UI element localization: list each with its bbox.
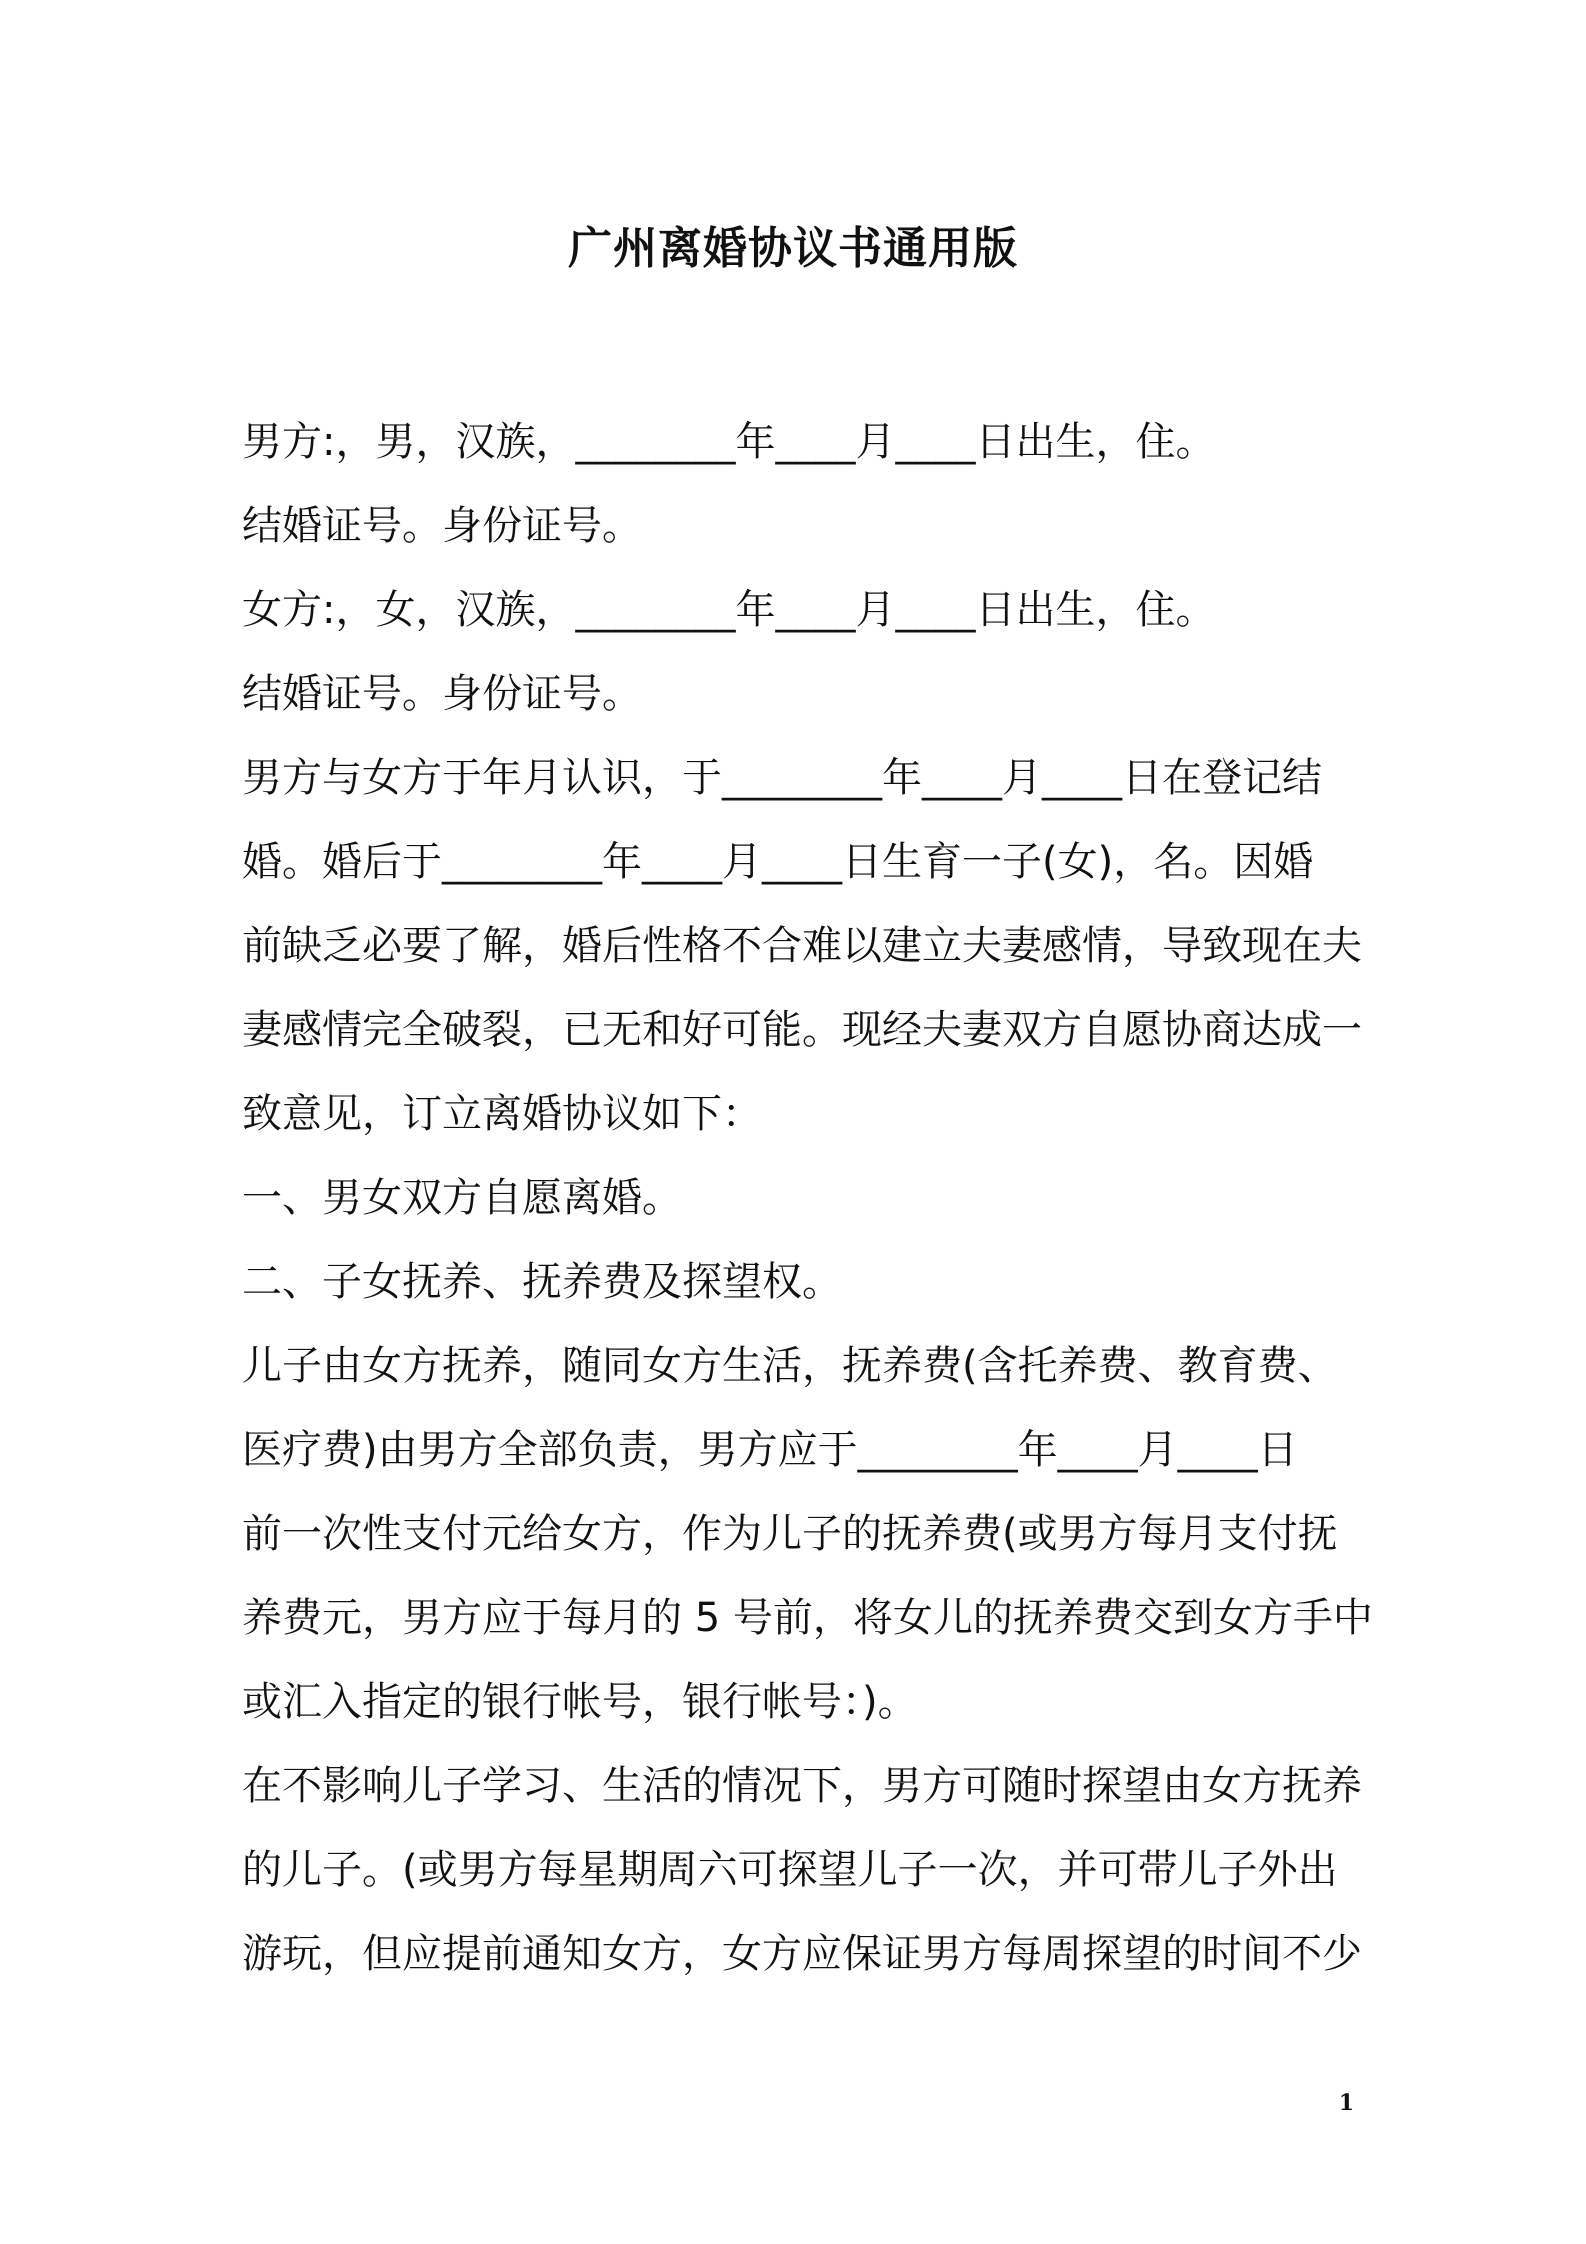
body-line: 女方:，女，汉族，________年____月____日出生，住。: [242, 587, 1216, 633]
body-line: 前缺乏必要了解，婚后性格不合难以建立夫妻感情，导致现在夫: [242, 923, 1362, 969]
body-line: 前一次性支付元给女方，作为儿子的抚养费(或男方每月支付抚: [242, 1511, 1338, 1557]
body-line: 妻感情完全破裂，已无和好可能。现经夫妻双方自愿协商达成一: [242, 1007, 1362, 1053]
body-line: 一、男女双方自愿离婚。: [242, 1175, 682, 1221]
body-line: 或汇入指定的银行帐号，银行帐号：)。: [242, 1679, 918, 1725]
document-body: [242, 400, 1373, 1996]
body-line: 婚。婚后于________年____月____日生育一子(女)，名。因婚: [242, 839, 1314, 885]
body-line: 男方:，男，汉族，________年____月____日出生，住。: [242, 419, 1216, 465]
body-line: 二、子女抚养、抚养费及探望权。: [242, 1259, 842, 1305]
body-line: 游玩，但应提前通知女方，女方应保证男方每周探望的时间不少: [242, 1931, 1362, 1977]
page-number: 1: [1338, 2090, 1354, 2116]
body-line: 养费元，男方应于每月的 5 号前，将女儿的抚养费交到女方手中: [242, 1595, 1373, 1641]
body-line: 结婚证号。身份证号。: [242, 503, 642, 549]
body-line: 儿子由女方抚养，随同女方生活，抚养费(含托养费、教育费、: [242, 1343, 1338, 1389]
body-line: 男方与女方于年月认识，于________年____月____日在登记结: [242, 755, 1322, 801]
body-line: 致意见，订立离婚协议如下：: [242, 1091, 762, 1137]
body-line: 结婚证号。身份证号。: [242, 671, 642, 717]
body-line: 在不影响儿子学习、生活的情况下，男方可随时探望由女方抚养: [242, 1763, 1362, 1809]
body-line: 的儿子。(或男方每星期周六可探望儿子一次，并可带儿子外出: [242, 1847, 1338, 1893]
body-line: 医疗费)由男方全部负责，男方应于________年____月____日: [242, 1427, 1298, 1473]
document-title: 广州离婚协议书通用版: [568, 223, 1018, 274]
